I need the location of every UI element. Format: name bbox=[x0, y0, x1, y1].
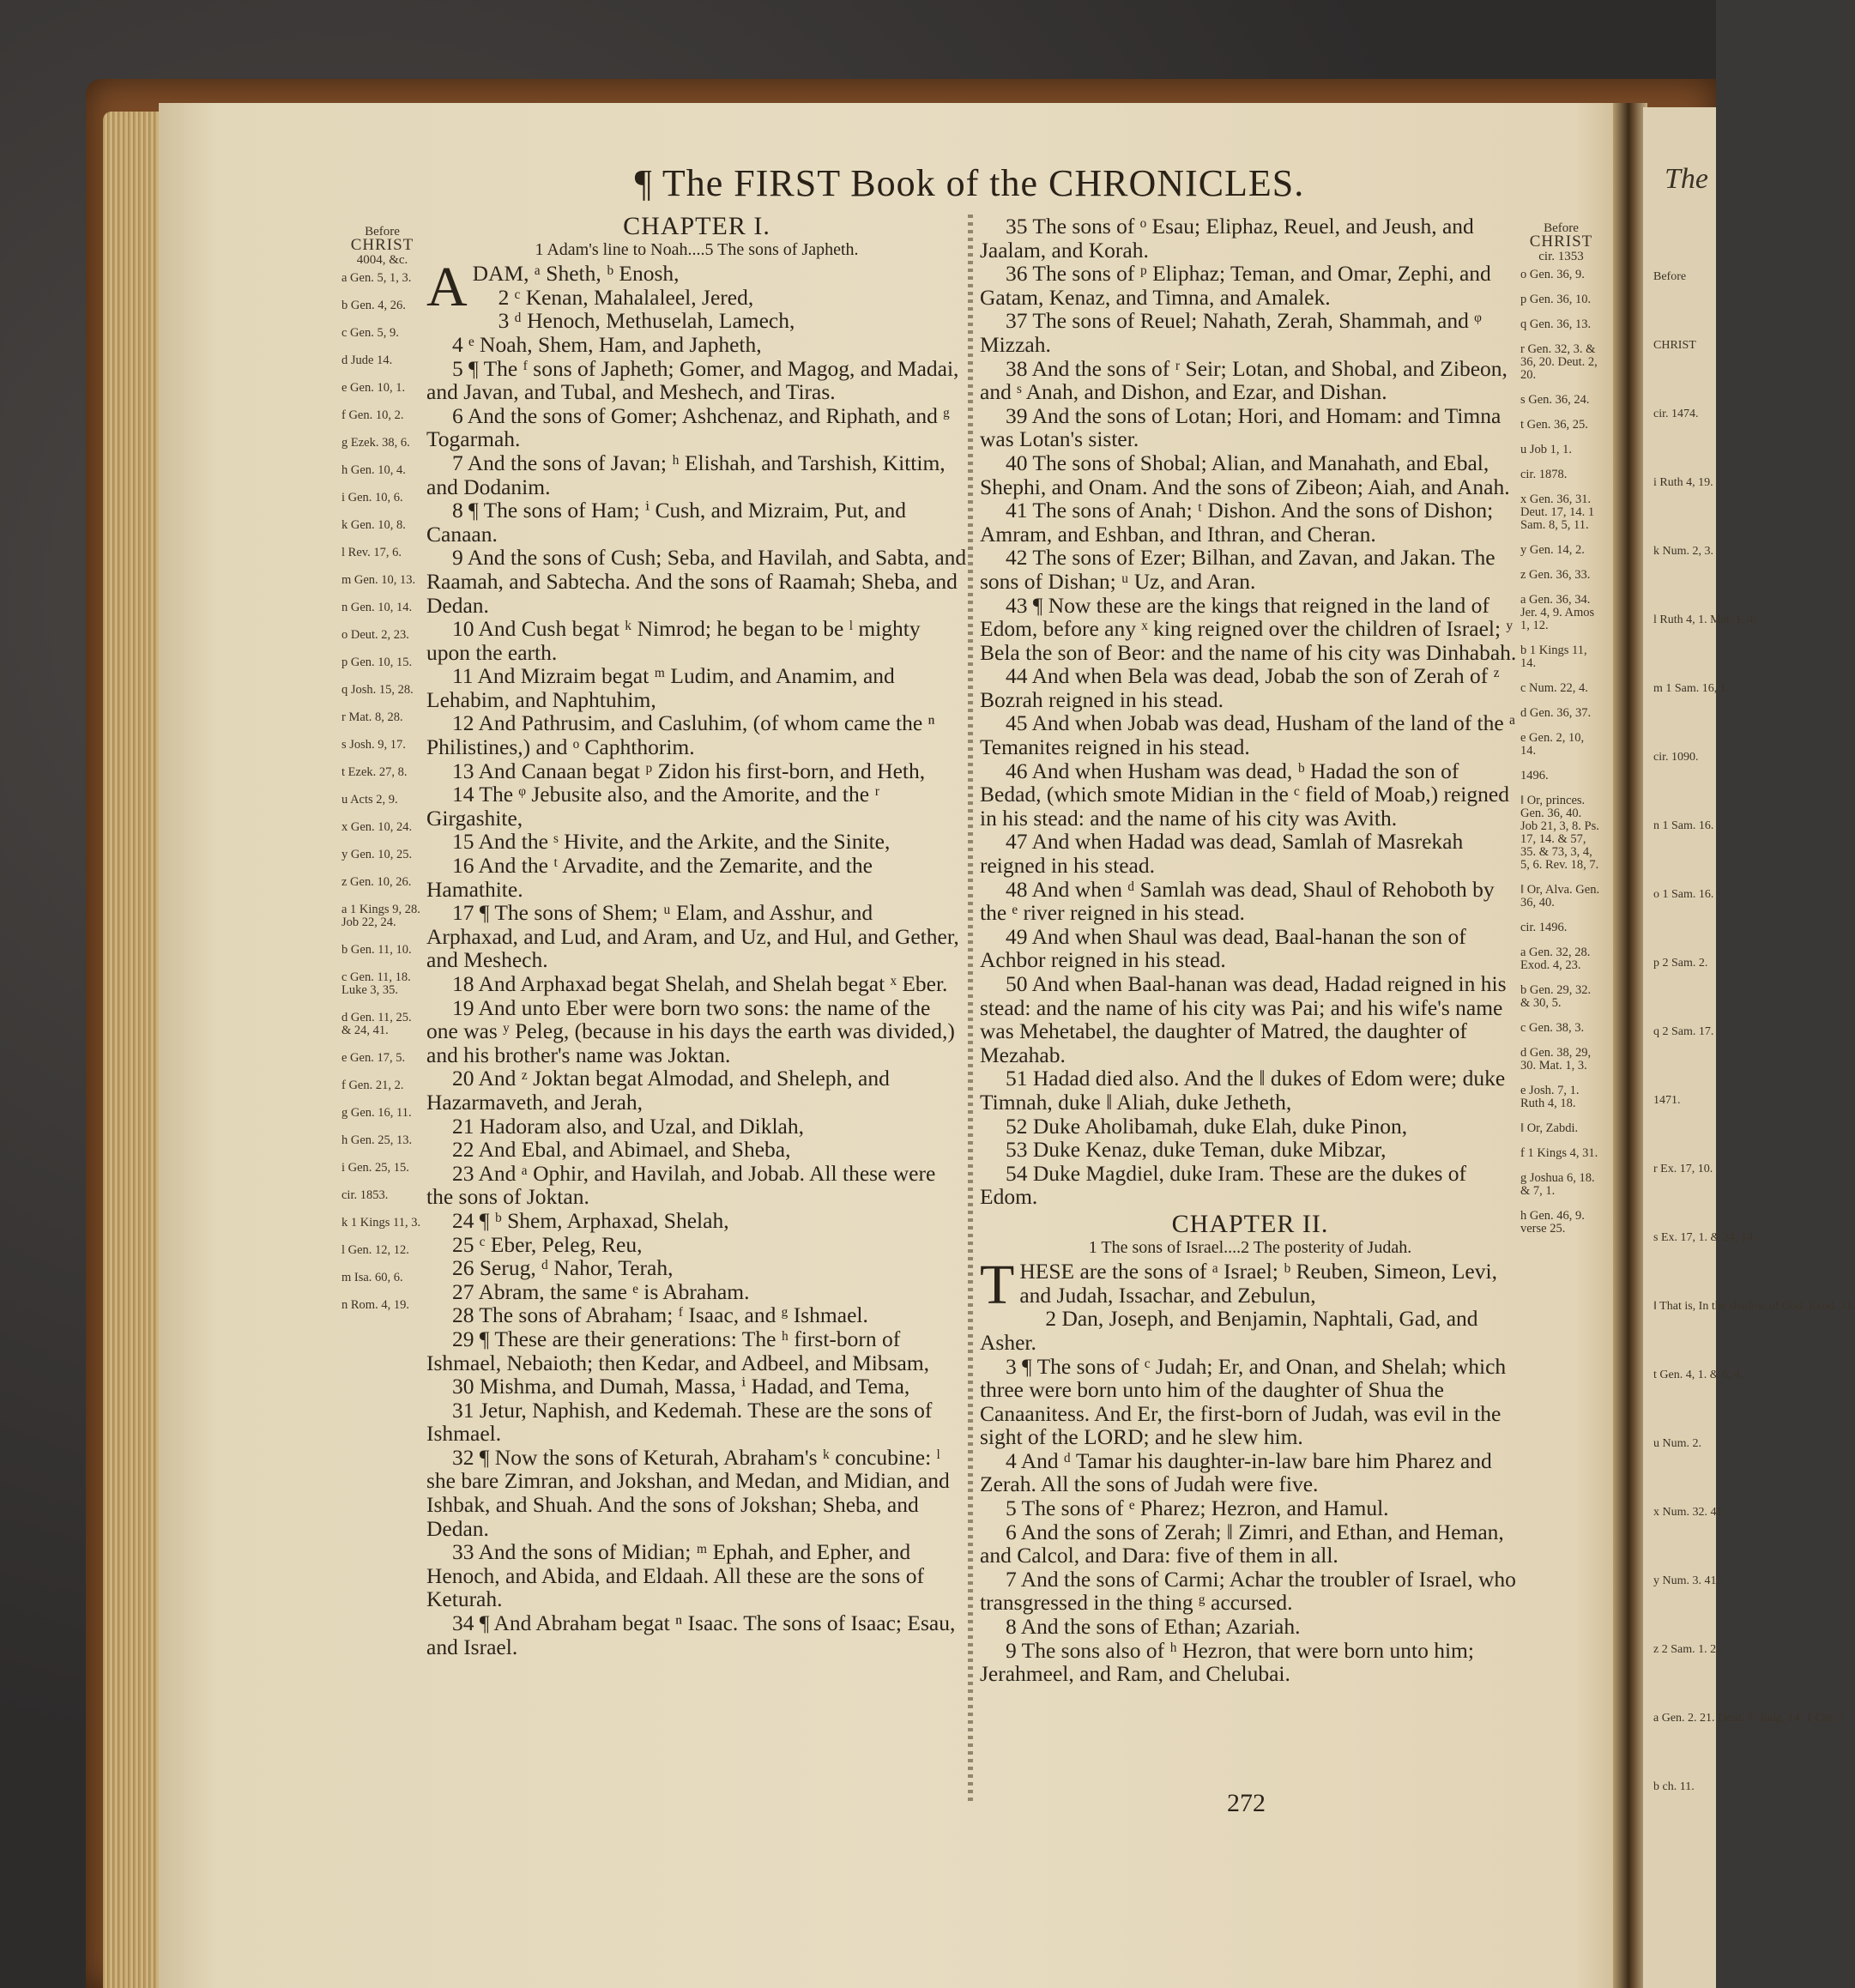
margin-note: d Gen. 36, 37. bbox=[1520, 706, 1592, 720]
right-margin-heading bbox=[1520, 221, 1602, 263]
verse: 22 And Ebal, and Abimael, and Sheba, bbox=[452, 1137, 791, 1163]
verse: 53 Duke Kenaz, duke Teman, duke Mibzar, bbox=[1006, 1137, 1387, 1163]
verse: 31 Jetur, Naphish, and Kedemah. These are the sons of Ishmael. bbox=[426, 1397, 933, 1447]
chapter-1-summary: 1 Adam's line to Noah....5 The sons of Japheth. bbox=[535, 239, 859, 259]
verse: 14 The ᵠ Jebusite also, and the Amorite, and the ʳ Girgashite, bbox=[426, 782, 879, 831]
verse: 45 And when Jobab was dead, Husham of the land of the ᵃ Temanites reigned in his stead. bbox=[980, 710, 1516, 760]
margin-note: n Rom. 4, 19. bbox=[341, 1298, 409, 1312]
book-gutter bbox=[1613, 103, 1647, 1988]
margin-note: d Gen. 38, 29, 30. Mat. 1, 3. bbox=[1520, 1046, 1592, 1073]
verse: 28 The sons of Abraham; ᶠ Isaac, and ᵍ Ishmael. bbox=[452, 1302, 868, 1328]
verse: 32 ¶ Now the sons of Keturah, Abraham's ᵏ concubine: ˡ she bare Zimran, and Jokshan, and Medan, and Midian, and Ishbak, and Shuah. And the sons of Jokshan; Sheba, and Dedan. bbox=[426, 1444, 950, 1541]
next-page-fragment: o 1 Sam. 16. bbox=[1653, 888, 1714, 901]
margin-note: ‖ Or, Alva. Gen. 36, 40. bbox=[1520, 883, 1600, 909]
next-page-fragment: z 2 Sam. 1. 2. bbox=[1653, 1643, 1719, 1656]
verse: 51 Hadad died also. And the ‖ dukes of Edom were; duke Timnah, duke ‖ Aliah, duke Jetheth, bbox=[980, 1066, 1506, 1115]
margin-note: f 1 Kings 4, 31. bbox=[1520, 1146, 1598, 1160]
next-page-fragment: t Gen. 4, 1. & 6, 4. bbox=[1653, 1369, 1743, 1381]
margin-note: s Gen. 36, 24. bbox=[1520, 393, 1590, 407]
next-page-fragment: Before bbox=[1653, 270, 1687, 283]
margin-note: b 1 Kings 11, 14. bbox=[1520, 644, 1587, 670]
margin-note: a Gen. 5, 1, 3. bbox=[341, 271, 412, 285]
verse: 34 ¶ And Abraham begat ⁿ Isaac. The sons of Isaac; Esau, and Israel. bbox=[426, 1610, 956, 1659]
page-header: ¶ The FIRST Book of the CHRONICLES. bbox=[634, 162, 1305, 204]
margin-note: a 1 Kings 9, 28. Job 22, 24. bbox=[341, 903, 420, 929]
margin-note: e Josh. 7, 1. Ruth 4, 18. bbox=[1520, 1084, 1580, 1110]
verse: 29 ¶ These are their generations: The ʰ first-born of Ishmael, Nebaioth; then Kedar, and Adbeel, and Mibsam, bbox=[426, 1326, 930, 1375]
margin-note: 1496. bbox=[1520, 769, 1549, 783]
next-page-fragment: p 2 Sam. 2. bbox=[1653, 957, 1708, 970]
margin-note: y Gen. 10, 25. bbox=[341, 848, 413, 861]
verse: 37 The sons of Reuel; Nahath, Zerah, Shammah, and ᵠ Mizzah. bbox=[980, 308, 1482, 357]
left-margin-notes bbox=[341, 225, 423, 1326]
verse: 47 And when Hadad was dead, Samlah of Masrekah reigned in his stead. bbox=[980, 829, 1464, 879]
verse: 4 And ᵈ Tamar his daughter-in-law bare him Pharez and Zerah. All the sons of Judah were five. bbox=[980, 1447, 1492, 1497]
verse: 40 The sons of Shobal; Alian, and Manahath, and Ebal, Shephi, and Onam. And the sons of Zibeon; Aiah, and Anah. bbox=[980, 450, 1510, 499]
margin-note: c Gen. 38, 3. bbox=[1520, 1021, 1585, 1035]
margin-note: y Gen. 14, 2. bbox=[1520, 543, 1585, 557]
drop-cap: A bbox=[426, 256, 468, 319]
verse: 9 And the sons of Cush; Seba, and Havilah, and Sabta, and Raamah, and Sabtecha. And the sons of Raamah; Sheba, and Dedan. bbox=[426, 545, 967, 618]
right-notes-list bbox=[1520, 269, 1602, 1236]
margin-note: l Gen. 12, 12. bbox=[341, 1243, 409, 1257]
chapter-1-verses bbox=[426, 256, 967, 1659]
next-page-fragment: s Ex. 17, 1. & 24, 14. bbox=[1653, 1231, 1756, 1244]
left-column bbox=[426, 212, 967, 1659]
verse: 30 Mishma, and Dumah, Massa, ⁱ Hadad, and Tema, bbox=[452, 1374, 910, 1399]
before-label: Before bbox=[365, 225, 400, 239]
margin-note: a Gen. 36, 34. Jer. 4, 9. Amos 1, 12. bbox=[1520, 593, 1595, 632]
verse: 2 Dan, Joseph, and Benjamin, Naphtali, Gad, and Asher. bbox=[980, 1306, 1478, 1355]
margin-note: h Gen. 10, 4. bbox=[341, 463, 406, 477]
verse: 3 ᵈ Henoch, Methuselah, Lamech, bbox=[498, 308, 795, 334]
before-label: Before bbox=[1544, 221, 1579, 235]
margin-note: b Gen. 4, 26. bbox=[341, 299, 406, 312]
next-page-fragment: x Num. 32. 41. bbox=[1653, 1506, 1725, 1519]
verse: 41 The sons of Anah; ᵗ Dishon. And the sons of Dishon; Amram, and Eshban, and Ithran, and Cheran. bbox=[980, 498, 1494, 547]
left-margin-heading bbox=[341, 225, 423, 267]
verse: 33 And the sons of Midian; ᵐ Ephah, and Epher, and Henoch, and Abida, and Eldaah. All these are the sons of Keturah. bbox=[426, 1539, 924, 1612]
verse: 20 And ᶻ Joktan begat Almodad, and Sheleph, and Hazarmaveth, and Jerah, bbox=[426, 1066, 890, 1115]
next-page-fragment: i Ruth 4, 19. bbox=[1653, 476, 1713, 489]
next-page-edge bbox=[1643, 107, 1855, 1988]
verse: 44 And when Bela was dead, Jobab the son of Zerah of ᶻ Bozrah reigned in his stead. bbox=[980, 663, 1500, 712]
margin-note: f Gen. 21, 2. bbox=[341, 1079, 404, 1092]
verse: 5 ¶ The ᶠ sons of Japheth; Gomer, and Magog, and Madai, and Javan, and Tubal, and Meshech, and Tiras. bbox=[426, 355, 959, 405]
verse: 8 ¶ The sons of Ham; ⁱ Cush, and Mizraim, Put, and Canaan. bbox=[426, 498, 907, 547]
next-page-fragment: cir. 1474. bbox=[1653, 408, 1699, 420]
verse: 16 And the ᵗ Arvadite, and the Zemarite, and the Hamathite. bbox=[426, 853, 873, 902]
verse: 9 The sons also of ʰ Hezron, that were born unto him; Jerahmeel, and Ram, and Chelubai. bbox=[980, 1637, 1474, 1687]
verse: 2 ᶜ Kenan, Mahalaleel, Jered, bbox=[498, 284, 754, 310]
next-page-fragment: q 2 Sam. 17. bbox=[1653, 1025, 1714, 1038]
chapter-1-continued-verses bbox=[980, 215, 1520, 1209]
date-label: cir. 1353 bbox=[1538, 250, 1584, 263]
margin-note: c Num. 22, 4. bbox=[1520, 681, 1588, 695]
next-page-fragment: k Num. 2, 3. bbox=[1653, 545, 1713, 558]
verse: 17 ¶ The sons of Shem; ᵘ Elam, and Asshur, and Arphaxad, and Lud, and Aram, and Uz, and Hul, and Gether, and Meshech. bbox=[426, 900, 959, 973]
next-page-fragment: 1471. bbox=[1653, 1094, 1681, 1107]
verse: 26 Serug, ᵈ Nahor, Terah, bbox=[452, 1255, 674, 1281]
margin-note: ‖ Or, princes. Gen. 36, 40. Job 21, 3, 8. Ps. 17, 14. & 57, 35. & 73, 3, 4, 5, 6. Rev. 18, 7. bbox=[1520, 794, 1599, 872]
margin-note: ‖ Or, Zabdi. bbox=[1520, 1121, 1579, 1135]
margin-note: b Gen. 11, 10. bbox=[341, 943, 412, 957]
margin-note: e Gen. 17, 5. bbox=[341, 1051, 406, 1065]
next-page-fragment: ‖ That is, In the shadow of God. Exod. 31. bbox=[1653, 1300, 1855, 1313]
margin-note: h Gen. 46, 9. verse 25. bbox=[1520, 1209, 1585, 1236]
next-page-fragment: b ch. 11. bbox=[1653, 1780, 1695, 1793]
margin-note: e Gen. 10, 1. bbox=[341, 381, 406, 395]
verse: 15 And the ˢ Hivite, and the Arkite, and the Sinite, bbox=[452, 829, 891, 855]
margin-note: cir. 1496. bbox=[1520, 921, 1568, 934]
verse: 52 Duke Aholibamah, duke Elah, duke Pinon, bbox=[1006, 1113, 1408, 1139]
margin-note: g Joshua 6, 18. & 7, 1. bbox=[1520, 1171, 1595, 1198]
margin-note: s Josh. 9, 17. bbox=[341, 738, 406, 752]
verse: 12 And Pathrusim, and Casluhim, (of whom came the ⁿ Philistines,) and ᵒ Caphthorim. bbox=[426, 710, 935, 760]
margin-note: x Gen. 10, 24. bbox=[341, 820, 413, 834]
margin-note: x Gen. 36, 31. Deut. 17, 14. 1 Sam. 8, 5, 11. bbox=[1520, 492, 1595, 532]
verse: 7 And the sons of Javan; ʰ Elishah, and Tarshish, Kittim, and Dodanim. bbox=[426, 450, 946, 499]
next-page-fragment: m 1 Sam. 16, 1. bbox=[1653, 682, 1730, 695]
margin-note: l Rev. 17, 6. bbox=[341, 546, 402, 559]
verse: 4 ᵉ Noah, Shem, Ham, and Japheth, bbox=[452, 331, 762, 357]
verse: 8 And the sons of Ethan; Azariah. bbox=[1006, 1614, 1301, 1640]
next-page-fragment: r Ex. 17, 10. bbox=[1653, 1163, 1713, 1175]
verse: 6 And the sons of Gomer; Ashchenaz, and Riphath, and ᵍ Togarmah. bbox=[426, 402, 950, 452]
margin-note: o Deut. 2, 23. bbox=[341, 628, 409, 642]
next-page-fragment: n 1 Sam. 16. bbox=[1653, 819, 1714, 832]
next-page-fragment: y Num. 3. 41. bbox=[1653, 1574, 1719, 1587]
next-page-fragment: a Gen. 2. 21. Deut. 7. Judg. 14. 1 Cor. 7. bbox=[1653, 1712, 1847, 1725]
verse: 43 ¶ Now these are the kings that reigned in the land of Edom, before any ˣ king reigned over the children of Israel; ʸ Bela the son of Beor: and the name of his city was Dinhabah. bbox=[980, 592, 1517, 665]
next-page-fragment: cir. 1090. bbox=[1653, 751, 1699, 764]
margin-note: n Gen. 10, 14. bbox=[341, 601, 413, 614]
verse: 25 ᶜ Eber, Peleg, Reu, bbox=[452, 1231, 643, 1257]
date-label: 4004, &c. bbox=[356, 253, 408, 267]
verse: 19 And unto Eber were born two sons: the name of the one was ʸ Peleg, (because in his days the earth was divided,) and his brother's name was Joktan. bbox=[426, 994, 955, 1067]
margin-note: k Gen. 10, 8. bbox=[341, 518, 406, 532]
verse: 35 The sons of ᵒ Esau; Eliphaz, Reuel, and Jeush, and Jaalam, and Korah. bbox=[980, 214, 1474, 263]
verse: 54 Duke Magdiel, duke Iram. These are the dukes of Edom. bbox=[980, 1160, 1466, 1210]
verse: 18 And Arphaxad begat Shelah, and Shelah begat ˣ Eber. bbox=[452, 971, 948, 996]
margin-note: t Ezek. 27, 8. bbox=[341, 765, 408, 779]
verse: 46 And when Husham was dead, ᵇ Hadad the son of Bedad, (which smote Midian in the ᶜ field of Moab,) reigned in his stead: and the name of his city was Avith. bbox=[980, 758, 1509, 831]
chapter-2-verses bbox=[980, 1254, 1520, 1687]
verse: 23 And ᵃ Ophir, and Havilah, and Jobab. All these were the sons of Joktan. bbox=[426, 1160, 936, 1210]
margin-note: e Gen. 2, 10, 14. bbox=[1520, 731, 1585, 758]
margin-note: z Gen. 36, 33. bbox=[1520, 568, 1591, 582]
verse: 38 And the sons of ʳ Seir; Lotan, and Shobal, and Zibeon, and ˢ Anah, and Dishon, and Ezar, and Dishan. bbox=[980, 355, 1508, 405]
margin-note: m Isa. 60, 6. bbox=[341, 1271, 403, 1284]
margin-note: p Gen. 10, 15. bbox=[341, 656, 413, 669]
margin-note: a Gen. 32, 28. Exod. 4, 23. bbox=[1520, 946, 1591, 972]
margin-note: m Gen. 10, 13. bbox=[341, 573, 416, 587]
margin-note: z Gen. 10, 26. bbox=[341, 875, 412, 889]
right-column bbox=[980, 215, 1520, 1686]
verse: 27 Abram, the same ᵉ is Abraham. bbox=[452, 1278, 750, 1304]
page-edges bbox=[103, 112, 163, 1988]
margin-note: g Gen. 16, 11. bbox=[341, 1106, 412, 1120]
margin-note: q Gen. 36, 13. bbox=[1520, 317, 1592, 331]
verse: 24 ¶ ᵇ Shem, Arphaxad, Shelah, bbox=[452, 1207, 729, 1233]
verse: 10 And Cush begat ᵏ Nimrod; he began to be ˡ mighty upon the earth. bbox=[426, 616, 921, 665]
margin-note: d Jude 14. bbox=[341, 353, 393, 367]
margin-note: i Gen. 10, 6. bbox=[341, 491, 403, 505]
margin-note: o Gen. 36, 9. bbox=[1520, 268, 1585, 281]
next-page-fragment: CHRIST bbox=[1653, 339, 1696, 352]
verse: 39 And the sons of Lotan; Hori, and Homam: and Timna was Lotan's sister. bbox=[980, 402, 1502, 452]
chapter-2-title: CHAPTER II. bbox=[1171, 1209, 1329, 1238]
verse: 36 The sons of ᵖ Eliphaz; Teman, and Omar, Zephi, and Gatam, Kenaz, and Timna, and Amalek. bbox=[980, 261, 1491, 310]
page-number: 272 bbox=[1227, 1789, 1266, 1817]
verse: 5 The sons of ᵉ Pharez; Hezron, and Hamul. bbox=[1006, 1496, 1389, 1521]
next-page-fragment: l Ruth 4, 1. Mat. 1, 4. bbox=[1653, 613, 1757, 626]
margin-note: p Gen. 36, 10. bbox=[1520, 293, 1592, 306]
margin-note: c Gen. 5, 9. bbox=[341, 326, 399, 340]
margin-note: g Ezek. 38, 6. bbox=[341, 436, 410, 450]
verse: 11 And Mizraim begat ᵐ Ludim, and Anamim, and Lehabim, and Naphtuhim, bbox=[426, 663, 895, 712]
margin-note: c Gen. 11, 18. Luke 3, 35. bbox=[341, 970, 411, 997]
margin-note: h Gen. 25, 13. bbox=[341, 1133, 413, 1147]
verse: 21 Hadoram also, and Uzal, and Diklah, bbox=[452, 1113, 805, 1139]
verse: 13 And Canaan begat ᵖ Zidon his first-born, and Heth, bbox=[452, 758, 926, 783]
verse: 48 And when ᵈ Samlah was dead, Shaul of Rehoboth by the ᵉ river reigned in his stead. bbox=[980, 876, 1495, 926]
margin-note: q Josh. 15, 28. bbox=[341, 683, 414, 697]
verse: 3 ¶ The sons of ᶜ Judah; Er, and Onan, and Shelah; which three were born unto him of the daughter of Shua the Canaanitess. And Er, the first-born of Judah, was evil in the sight of the LORD; and he slew him. bbox=[980, 1353, 1507, 1450]
verse: ADAM, ᵃ Sheth, ᵇ Enosh, bbox=[426, 256, 680, 319]
christ-label: CHRIST bbox=[1529, 233, 1593, 251]
verse: THESE are the sons of ᵃ Israel; ᵇ Reuben, Simeon, Levi, and Judah, Issachar, and Zebulun, bbox=[980, 1254, 1497, 1317]
margin-note: b Gen. 29, 32. & 30, 5. bbox=[1520, 983, 1592, 1010]
margin-note: u Acts 2, 9. bbox=[341, 793, 398, 807]
next-page-fragment: The bbox=[1665, 163, 1708, 195]
verse: 7 And the sons of Carmi; Achar the troubler of Israel, who transgressed in the thing ᵍ accursed. bbox=[980, 1566, 1516, 1616]
margin-note: k 1 Kings 11, 3. bbox=[341, 1216, 421, 1230]
drop-cap: T bbox=[980, 1254, 1015, 1317]
column-divider bbox=[968, 215, 973, 1802]
margin-note: t Gen. 36, 25. bbox=[1520, 418, 1588, 432]
right-margin-notes bbox=[1520, 221, 1602, 1248]
chapter-1-title: CHAPTER I. bbox=[623, 212, 770, 240]
left-notes-list bbox=[341, 272, 423, 1312]
chapter-2-summary: 1 The sons of Israel....2 The posterity of Judah. bbox=[1088, 1237, 1412, 1257]
margin-note: r Gen. 32, 3. & 36, 20. Deut. 2, 20. bbox=[1520, 342, 1598, 382]
verse: 50 And when Baal-hanan was dead, Hadad reigned in his stead: and the name of his city was Pai; and his wife's name was Mehetabel, the daughter of Matred, the daughter of Mezahab. bbox=[980, 971, 1507, 1067]
margin-note: i Gen. 25, 15. bbox=[341, 1161, 409, 1175]
verse: 6 And the sons of Zerah; ‖ Zimri, and Ethan, and Heman, and Calcol, and Dara: five of them in all. bbox=[980, 1519, 1504, 1568]
next-page-fragment: u Num. 2. bbox=[1653, 1437, 1701, 1450]
margin-note: u Job 1, 1. bbox=[1520, 443, 1573, 456]
margin-note: cir. 1878. bbox=[1520, 468, 1568, 481]
christ-label: CHRIST bbox=[350, 236, 414, 254]
margin-note: cir. 1853. bbox=[341, 1188, 389, 1202]
margin-note: f Gen. 10, 2. bbox=[341, 408, 404, 422]
margin-note: r Mat. 8, 28. bbox=[341, 710, 403, 724]
verse: 42 The sons of Ezer; Bilhan, and Zavan, and Jakan. The sons of Dishan; ᵘ Uz, and Aran. bbox=[980, 545, 1495, 594]
verse: 49 And when Shaul was dead, Baal-hanan the son of Achbor reigned in his stead. bbox=[980, 923, 1466, 973]
margin-note: d Gen. 11, 25. & 24, 41. bbox=[341, 1011, 412, 1037]
